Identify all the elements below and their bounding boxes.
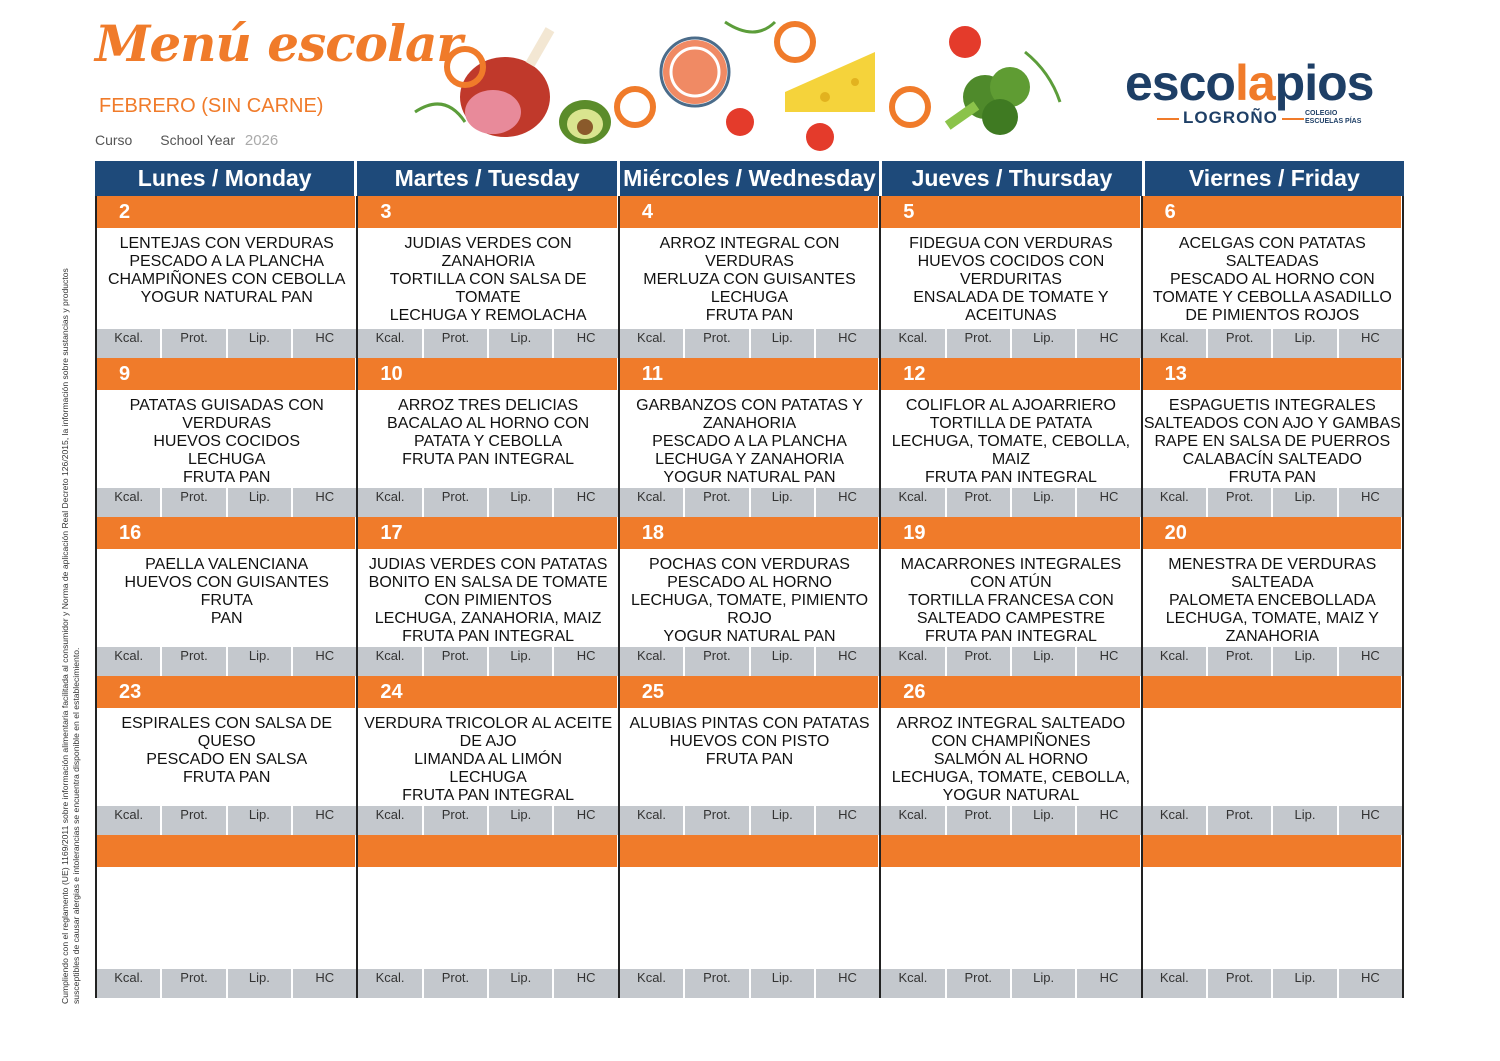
day-cell <box>881 196 1142 358</box>
meal-text: ARROZ INTEGRAL CON VERDURAS MERLUZA CON GUISANTES LECHUGA FRUTA PAN <box>643 235 856 324</box>
nutrition-label: Prot. <box>424 488 489 517</box>
nutrition-row <box>881 969 1140 998</box>
nutrition-label: HC <box>315 330 335 345</box>
nutrition-row <box>358 806 617 835</box>
nutrition-label: Prot. <box>424 969 489 998</box>
curso-label: Curso <box>95 132 133 148</box>
meal-text <box>1143 708 1402 806</box>
nutrition-label: Lip. <box>751 969 816 998</box>
day-cell <box>1143 517 1404 676</box>
day-cell <box>620 517 881 676</box>
nutrition-label: Prot. <box>162 647 227 676</box>
day-cell <box>358 517 619 676</box>
meal-text <box>881 867 1140 969</box>
day-number: 4 <box>620 196 879 228</box>
day-number <box>358 835 617 867</box>
week-row <box>95 358 1404 517</box>
meal-text: ARROZ INTEGRAL SALTEADO CON CHAMPIÑONES SALMÓN AL HORNO LECHUGA, TOMATE, CEBOLLA, YOGUR NATURAL <box>891 715 1131 804</box>
nutrition-row <box>1143 647 1402 676</box>
broccoli-icon <box>945 67 1030 135</box>
nutrition-row <box>1143 969 1402 998</box>
nutrition-label: HC <box>1099 489 1119 504</box>
nutrition-label: Prot. <box>162 806 227 835</box>
nutrition-label: Lip. <box>1273 647 1338 676</box>
week-row <box>95 196 1404 358</box>
day-cell <box>881 517 1142 676</box>
day-number: 10 <box>358 358 617 390</box>
logo-word-mid: la <box>1234 55 1275 111</box>
nutrition-label: Lip. <box>1012 329 1077 358</box>
nutrition-row <box>881 488 1140 517</box>
allergen-notice: Cumpliendo con el reglamento (UE) 1169/2011 sobre información alimentaria facilitada al consumidor y Norma de aplicación Real Decreto 126/2015, la información sobre sustancias y productos susceptibles de causar alergias e intolerancias se encuentra disponible en el establecimiento. <box>60 268 81 1004</box>
nutrition-label: HC <box>315 970 335 985</box>
nutrition-label: Prot. <box>162 488 227 517</box>
nutrition-label: Kcal. <box>97 488 162 517</box>
nutrition-label: Lip. <box>1012 969 1077 998</box>
meal-text: ALUBIAS PINTAS CON PATATAS HUEVOS CON PISTO FRUTA PAN <box>629 715 870 768</box>
day-number <box>881 835 1140 867</box>
nutrition-row <box>97 329 356 358</box>
nutrition-label: Prot. <box>685 488 750 517</box>
day-number: 17 <box>358 517 617 549</box>
nutrition-label: HC <box>838 970 857 985</box>
nutrition-label: Lip. <box>228 806 293 835</box>
meal-text: JUDIAS VERDES CON PATATAS BONITO EN SALSA DE TOMATE CON PIMIENTOS LECHUGA, ZANAHORIA, MAIZ FRUTA PAN INTEGRAL <box>368 556 608 645</box>
nutrition-label: Prot. <box>162 969 227 998</box>
nutrition-label: Kcal. <box>358 806 423 835</box>
nutrition-label: Prot. <box>424 806 489 835</box>
meal-text: ACELGAS CON PATATAS SALTEADAS PESCADO AL HORNO CON TOMATE Y CEBOLLA ASADILLO DE PIMIENTOS ROJOS <box>1152 235 1392 324</box>
nutrition-row <box>358 488 617 517</box>
nutrition-label: HC <box>315 648 335 663</box>
school-year-label: School Year <box>160 132 235 148</box>
nutrition-label: HC <box>1099 807 1119 822</box>
nutrition-row <box>97 488 356 517</box>
nutrition-label: Prot. <box>685 969 750 998</box>
food-illustration <box>405 12 1065 157</box>
nutrition-label: Lip. <box>751 488 816 517</box>
week-row <box>95 676 1404 835</box>
nutrition-label: Kcal. <box>358 329 423 358</box>
school-year-row <box>95 132 302 149</box>
nutrition-row <box>97 806 356 835</box>
day-number: 6 <box>1143 196 1402 228</box>
nutrition-label: Lip. <box>489 969 554 998</box>
nutrition-label: Kcal. <box>620 647 685 676</box>
day-number: 25 <box>620 676 879 708</box>
day-cell <box>95 196 358 358</box>
weeks-container <box>95 196 1404 998</box>
nutrition-label: Prot. <box>1208 806 1273 835</box>
day-number <box>1143 835 1402 867</box>
nutrition-label: HC <box>1360 807 1380 822</box>
meal-text <box>97 867 356 969</box>
nutrition-label: Prot. <box>947 647 1012 676</box>
nutrition-row <box>97 969 356 998</box>
nutrition-label: Prot. <box>1208 969 1273 998</box>
day-number: 20 <box>1143 517 1402 549</box>
nutrition-label: Prot. <box>1208 329 1273 358</box>
logo-wordmark <box>1125 55 1405 111</box>
nutrition-label: Kcal. <box>1143 969 1208 998</box>
nutrition-row <box>1143 488 1402 517</box>
nutrition-label: Prot. <box>162 329 227 358</box>
nutrition-label: HC <box>1099 330 1119 345</box>
nutrition-row <box>881 647 1140 676</box>
meal-text: ESPIRALES CON SALSA DE QUESO PESCADO EN SALSA FRUTA PAN <box>121 715 333 786</box>
avocado-icon <box>559 100 611 144</box>
nutrition-label: HC <box>1360 970 1380 985</box>
meal-text: LENTEJAS CON VERDURAS PESCADO A LA PLANCHA CHAMPIÑONES CON CEBOLLA YOGUR NATURAL PAN <box>108 235 346 306</box>
nutrition-label: HC <box>838 330 857 345</box>
nutrition-label: Lip. <box>1273 488 1338 517</box>
nutrition-label: Kcal. <box>881 329 946 358</box>
day-cell <box>620 835 881 998</box>
nutrition-row <box>97 647 356 676</box>
nutrition-label: Lip. <box>489 329 554 358</box>
meal-text: POCHAS CON VERDURAS PESCADO AL HORNO LECHUGA, TOMATE, PIMIENTO ROJO YOGUR NATURAL PAN <box>630 556 869 645</box>
nutrition-label: Lip. <box>489 647 554 676</box>
school-logo <box>1125 55 1405 130</box>
nutrition-label: HC <box>576 970 596 985</box>
meal-text: GARBANZOS CON PATATAS Y ZANAHORIA PESCADO A LA PLANCHA LECHUGA Y ZANAHORIA YOGUR NATURAL PAN <box>636 397 863 486</box>
nutrition-label: Prot. <box>1208 488 1273 517</box>
nutrition-label: Prot. <box>947 488 1012 517</box>
day-cell <box>620 676 881 835</box>
nutrition-label: Kcal. <box>620 329 685 358</box>
nutrition-label: Prot. <box>947 329 1012 358</box>
day-cell <box>358 358 619 517</box>
day-cell <box>95 358 358 517</box>
nutrition-label: HC <box>1099 648 1119 663</box>
meal-text: JUDIAS VERDES CON ZANAHORIA TORTILLA CON SALSA DE TOMATE LECHUGA Y REMOLACHA <box>389 235 587 324</box>
nutrition-label: Kcal. <box>620 488 685 517</box>
day-cell <box>1143 676 1404 835</box>
day-cell <box>1143 358 1404 517</box>
meal-text: ESPAGUETIS INTEGRALES SALTEADOS CON AJO Y GAMBAS RAPE EN SALSA DE PUERROS CALABACÍN SALTEADO FRUTA PAN <box>1143 397 1401 486</box>
nutrition-row <box>620 806 879 835</box>
week-row <box>95 835 1404 998</box>
day-cell <box>358 835 619 998</box>
nutrition-label: Prot. <box>947 969 1012 998</box>
nutrition-label: Kcal. <box>1143 806 1208 835</box>
nutrition-label: HC <box>838 807 857 822</box>
nutrition-label: HC <box>576 330 596 345</box>
nutrition-label: Lip. <box>228 969 293 998</box>
nutrition-label: HC <box>576 648 596 663</box>
nutrition-label: Lip. <box>751 329 816 358</box>
day-number: 11 <box>620 358 879 390</box>
nutrition-label: HC <box>838 489 857 504</box>
day-cell <box>881 676 1142 835</box>
year-value: 2026 <box>244 132 279 149</box>
nutrition-label: Kcal. <box>358 488 423 517</box>
nutrition-label: Prot. <box>685 806 750 835</box>
day-number <box>97 835 356 867</box>
day-number: 24 <box>358 676 617 708</box>
nutrition-row <box>358 329 617 358</box>
day-number <box>620 835 879 867</box>
meal-text <box>620 867 879 969</box>
nutrition-label: Kcal. <box>881 647 946 676</box>
weekday-header-1: Martes / Tuesday <box>357 161 619 196</box>
nutrition-row <box>620 488 879 517</box>
nutrition-row <box>620 329 879 358</box>
nutrition-label: HC <box>1360 489 1380 504</box>
day-cell <box>881 835 1142 998</box>
meal-text: PATATAS GUISADAS CON VERDURAS HUEVOS COCIDOS LECHUGA FRUTA PAN <box>129 397 324 486</box>
week-row <box>95 517 1404 676</box>
day-number: 23 <box>97 676 356 708</box>
nutrition-row <box>881 806 1140 835</box>
day-cell <box>620 358 881 517</box>
day-cell <box>358 196 619 358</box>
nutrition-label: Lip. <box>1012 647 1077 676</box>
nutrition-label: Lip. <box>1012 488 1077 517</box>
nutrition-label: Kcal. <box>881 806 946 835</box>
nutrition-label: Prot. <box>685 647 750 676</box>
day-number: 3 <box>358 196 617 228</box>
nutrition-label: Kcal. <box>1143 488 1208 517</box>
nutrition-row <box>358 647 617 676</box>
meal-text: MENESTRA DE VERDURAS SALTEADA PALOMETA ENCEBOLLADA LECHUGA, TOMATE, MAIZ Y ZANAHORIA <box>1165 556 1379 645</box>
day-cell <box>95 676 358 835</box>
day-cell <box>1143 196 1404 358</box>
meal-text <box>358 867 617 969</box>
nutrition-label: Lip. <box>751 647 816 676</box>
day-number: 5 <box>881 196 1140 228</box>
nutrition-label: Kcal. <box>1143 647 1208 676</box>
menu-title: Menú escolar <box>95 14 462 73</box>
weekday-header-2: Miércoles / Wednesday <box>620 161 882 196</box>
nutrition-label: HC <box>576 489 596 504</box>
nutrition-row <box>620 969 879 998</box>
nutrition-row <box>358 969 617 998</box>
nutrition-label: Lip. <box>489 488 554 517</box>
meal-text: MACARRONES INTEGRALES CON ATÚN TORTILLA FRANCESA CON SALTEADO CAMPESTRE FRUTA PAN INTEGRAL <box>900 556 1122 645</box>
day-number: 16 <box>97 517 356 549</box>
nutrition-label: Kcal. <box>881 969 946 998</box>
nutrition-label: Kcal. <box>620 806 685 835</box>
nutrition-label: Lip. <box>1012 806 1077 835</box>
day-cell <box>1143 835 1404 998</box>
menu-subtitle: FEBRERO (SIN CARNE) <box>99 95 324 117</box>
day-number: 18 <box>620 517 879 549</box>
nutrition-label: Lip. <box>489 806 554 835</box>
nutrition-label: Kcal. <box>1143 329 1208 358</box>
nutrition-label: Lip. <box>228 647 293 676</box>
nutrition-label: Lip. <box>751 806 816 835</box>
nutrition-label: Prot. <box>685 329 750 358</box>
nutrition-label: HC <box>315 807 335 822</box>
weekday-header-4: Viernes / Friday <box>1145 161 1404 196</box>
day-cell <box>881 358 1142 517</box>
nutrition-label: Prot. <box>1208 647 1273 676</box>
meal-text: ARROZ TRES DELICIAS BACALAO AL HORNO CON PATATA Y CEBOLLA FRUTA PAN INTEGRAL <box>387 397 590 468</box>
day-number: 2 <box>97 196 356 228</box>
nutrition-label: Kcal. <box>97 806 162 835</box>
nutrition-label: Kcal. <box>97 329 162 358</box>
meal-text: PAELLA VALENCIANA HUEVOS CON GUISANTES FRUTA PAN <box>124 556 329 627</box>
day-number: 13 <box>1143 358 1402 390</box>
nutrition-label: Kcal. <box>620 969 685 998</box>
nutrition-label: Lip. <box>228 488 293 517</box>
meal-text: FIDEGUA CON VERDURAS HUEVOS COCIDOS CON VERDURITAS ENSALADA DE TOMATE Y ACEITUNAS <box>909 235 1113 324</box>
nutrition-label: Kcal. <box>97 969 162 998</box>
day-number: 12 <box>881 358 1140 390</box>
menu-calendar <box>95 161 1404 1006</box>
logo-city: LOGROÑO <box>1153 108 1308 128</box>
nutrition-label: HC <box>315 489 335 504</box>
nutrition-label: Kcal. <box>358 647 423 676</box>
nutrition-row <box>1143 806 1402 835</box>
nutrition-label: HC <box>1360 648 1380 663</box>
nutrition-label: Lip. <box>1273 969 1338 998</box>
day-cell <box>358 676 619 835</box>
day-cell <box>620 196 881 358</box>
nutrition-label: Kcal. <box>97 647 162 676</box>
day-number: 9 <box>97 358 356 390</box>
day-cell <box>95 835 358 998</box>
day-number <box>1143 676 1402 708</box>
nutrition-label: Lip. <box>228 329 293 358</box>
nutrition-label: Prot. <box>947 806 1012 835</box>
nutrition-row <box>620 647 879 676</box>
logo-word-start: esco <box>1125 55 1235 111</box>
nutrition-label: Kcal. <box>358 969 423 998</box>
day-cell <box>95 517 358 676</box>
nutrition-label: HC <box>1360 330 1380 345</box>
nutrition-row <box>881 329 1140 358</box>
nutrition-label: Lip. <box>1273 329 1338 358</box>
weekday-header-0: Lunes / Monday <box>95 161 357 196</box>
logo-school: COLEGIO ESCUELAS PÍAS <box>1305 110 1362 125</box>
nutrition-label: Kcal. <box>881 488 946 517</box>
nutrition-label: Prot. <box>424 329 489 358</box>
nutrition-label: HC <box>576 807 596 822</box>
nutrition-label: Prot. <box>424 647 489 676</box>
salmon-icon <box>661 38 729 106</box>
day-number: 19 <box>881 517 1140 549</box>
logo-word-end: pios <box>1274 55 1374 111</box>
nutrition-label: Lip. <box>1273 806 1338 835</box>
meal-text: COLIFLOR AL AJOARRIERO TORTILLA DE PATATA LECHUGA, TOMATE, CEBOLLA, MAIZ FRUTA PAN INTEGRAL <box>891 397 1131 486</box>
nutrition-label: HC <box>838 648 857 663</box>
day-number: 26 <box>881 676 1140 708</box>
meal-text: VERDURA TRICOLOR AL ACEITE DE AJO LIMANDA AL LIMÓN LECHUGA FRUTA PAN INTEGRAL <box>364 715 613 804</box>
meal-text <box>1143 867 1402 969</box>
nutrition-row <box>1143 329 1402 358</box>
weekday-header <box>95 161 1404 196</box>
weekday-header-3: Jueves / Thursday <box>882 161 1144 196</box>
nutrition-label: HC <box>1099 970 1119 985</box>
